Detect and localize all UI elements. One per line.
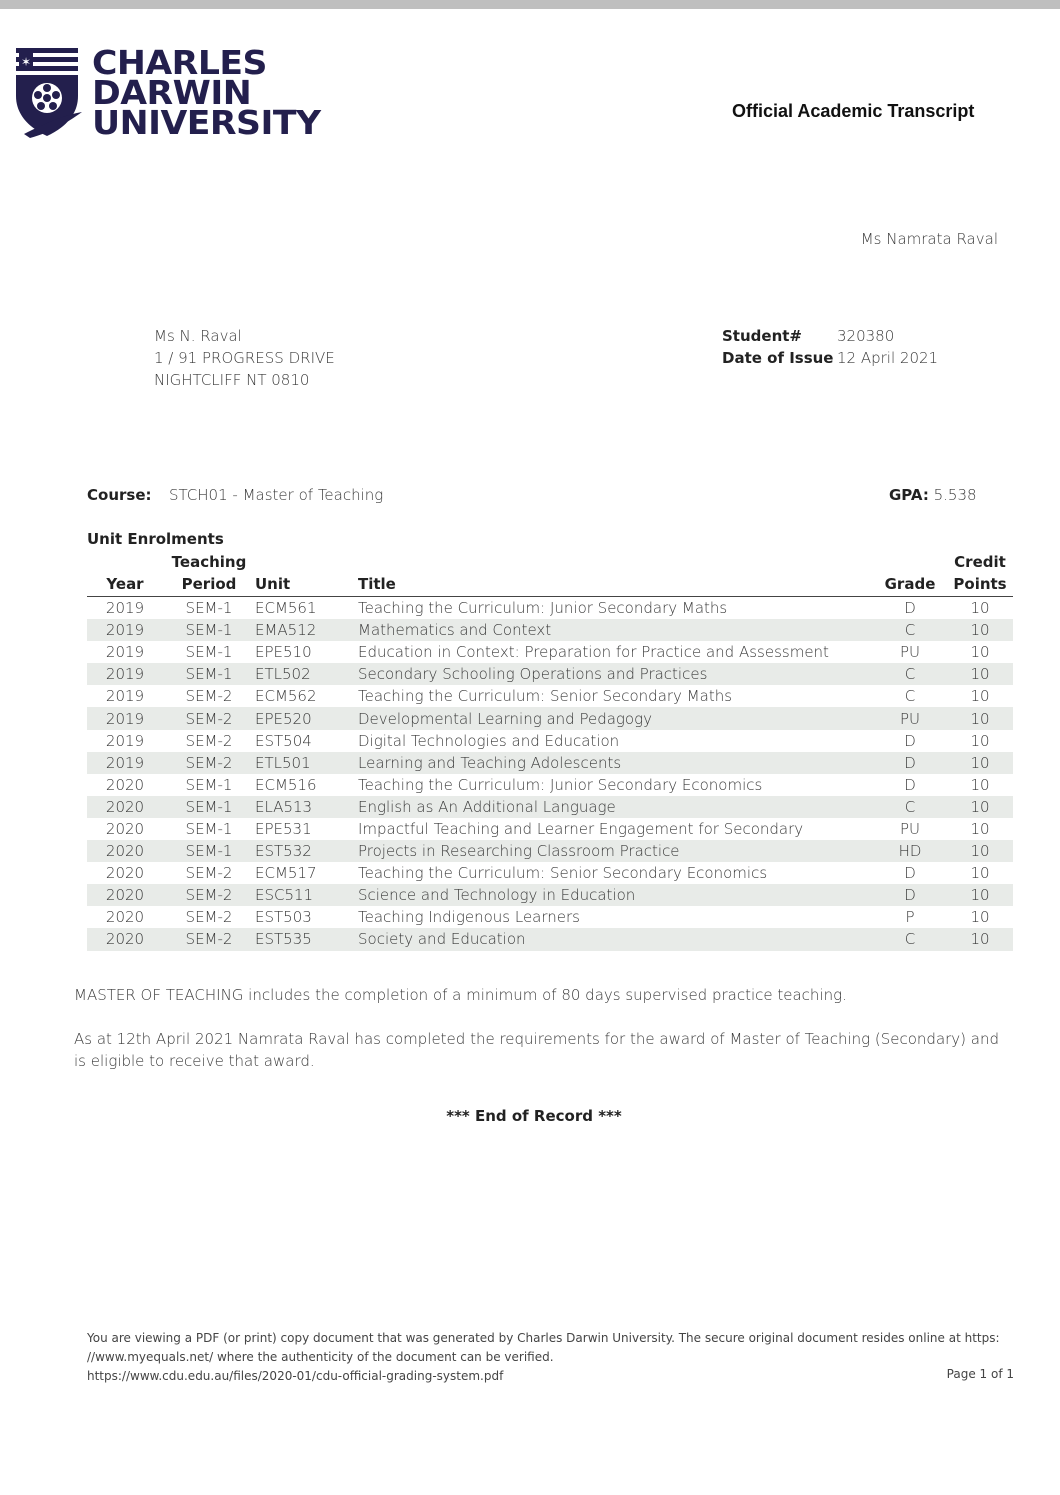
- cell-grade: D: [904, 864, 916, 883]
- address-line: NIGHTCLIFF NT 0810: [154, 371, 310, 389]
- table-row: [87, 707, 1013, 729]
- mailing-address: [154, 325, 335, 391]
- cell-grade: D: [873, 752, 947, 774]
- cell-unit-title: Teaching the Curriculum: Junior Secondary Maths: [358, 599, 728, 618]
- cell-teaching-period: SEM-2: [163, 752, 255, 774]
- cell-year: 2020: [87, 840, 163, 862]
- table-row: [87, 619, 1013, 641]
- footer-line: https://www.cdu.edu.au/files/2020-01/cdu-official-grading-system.pdf: [87, 1369, 504, 1383]
- cell-year: 2020: [105, 908, 145, 927]
- cell-teaching-period: SEM-1: [185, 819, 233, 838]
- issue-date-value: 12 April 2021: [837, 349, 939, 367]
- cell-credit-points: 10: [970, 731, 990, 750]
- cell-grade: D: [904, 599, 916, 618]
- cell-teaching-period: SEM-1: [163, 663, 255, 685]
- header-title: Title: [358, 551, 873, 597]
- student-id-label: Student#: [722, 327, 802, 345]
- cell-unit-code: ELA513: [255, 796, 358, 818]
- cell-credit-points: 10: [970, 775, 990, 794]
- end-of-record: *** End of Record ***: [446, 1107, 622, 1125]
- cell-unit-code: ESC511: [255, 884, 358, 906]
- cell-unit-title: Society and Education: [358, 928, 873, 950]
- cell-teaching-period: SEM-2: [185, 864, 233, 883]
- cell-credit-points: 10: [970, 599, 990, 618]
- cell-unit-code: EST504: [255, 731, 312, 750]
- student-id-value: 320380: [837, 327, 895, 345]
- cell-unit-code: ECM517: [255, 864, 317, 883]
- table-row: [87, 818, 1013, 840]
- header-teaching-period: [163, 551, 255, 597]
- cell-year: 2020: [87, 796, 163, 818]
- cell-unit-title: English as An Additional Language: [358, 796, 873, 818]
- cell-year: 2019: [87, 619, 163, 641]
- cell-unit-code: EST535: [255, 928, 358, 950]
- table-row: [87, 906, 1013, 928]
- gpa: [889, 486, 977, 504]
- cell-year: 2019: [105, 687, 145, 706]
- table-row: [87, 862, 1013, 884]
- course-row: [87, 486, 383, 504]
- cell-unit-code: EST532: [255, 840, 358, 862]
- cell-unit-title: Science and Technology in Education: [358, 884, 873, 906]
- cell-teaching-period: SEM-2: [185, 908, 233, 927]
- table-row: [87, 685, 1013, 707]
- header-unit: Unit: [255, 551, 358, 597]
- svg-text:✶: ✶: [20, 55, 32, 69]
- cell-teaching-period: SEM-1: [163, 840, 255, 862]
- cell-credit-points: 10: [947, 663, 1013, 685]
- cell-credit-points: 10: [947, 796, 1013, 818]
- cell-credit-points: 10: [947, 619, 1013, 641]
- header-text: Period: [181, 575, 237, 593]
- header-grade: Grade: [873, 551, 947, 597]
- cell-year: 2019: [87, 752, 163, 774]
- cell-year: 2019: [105, 731, 145, 750]
- cell-unit-title: Digital Technologies and Education: [358, 731, 620, 750]
- cell-teaching-period: SEM-2: [163, 928, 255, 950]
- gpa-value: 5.538: [933, 486, 977, 504]
- wordmark-line: DARWIN: [92, 73, 252, 112]
- table-row: [87, 884, 1013, 906]
- cell-teaching-period: SEM-2: [163, 707, 255, 729]
- university-wordmark: [92, 43, 321, 142]
- cell-year: 2020: [105, 775, 145, 794]
- cell-grade: PU: [899, 643, 921, 662]
- cell-grade: C: [873, 796, 947, 818]
- cell-credit-points: 10: [947, 884, 1013, 906]
- cell-grade: C: [904, 687, 916, 706]
- cell-year: 2019: [105, 643, 145, 662]
- cell-year: 2020: [87, 884, 163, 906]
- cell-teaching-period: SEM-1: [185, 599, 233, 618]
- page-number: Page 1 of 1: [946, 1367, 1014, 1381]
- cell-credit-points: 10: [947, 752, 1013, 774]
- cell-year: 2019: [87, 707, 163, 729]
- cell-unit-title: Impactful Teaching and Learner Engagement for Secondary: [358, 819, 804, 838]
- cell-credit-points: 10: [970, 687, 990, 706]
- table-row: [87, 796, 1013, 818]
- footer-line: //www.myequals.net/ where the authenticity of the document can be verified.: [87, 1350, 554, 1364]
- cell-unit-code: ETL502: [255, 663, 358, 685]
- shield-emblem-icon: [16, 46, 88, 142]
- cell-credit-points: 10: [947, 707, 1013, 729]
- gpa-label: GPA:: [889, 486, 929, 504]
- address-line: Ms N. Raval: [154, 327, 242, 345]
- header-credit-points: [947, 551, 1013, 597]
- cell-year: 2020: [105, 819, 145, 838]
- cell-unit-title: Mathematics and Context: [358, 619, 873, 641]
- course-value: STCH01 - Master of Teaching: [169, 486, 384, 504]
- cell-unit-title: Teaching the Curriculum: Junior Secondary Economics: [358, 775, 763, 794]
- top-bar: [0, 0, 1060, 9]
- completion-note: As at 12th April 2021 Namrata Raval has completed the requirements for the award of Master of Teaching (Secondary) and is eligible to receive that award.: [74, 1030, 1000, 1070]
- header-text: Credit: [954, 553, 1006, 571]
- header-text: Points: [953, 575, 1007, 593]
- table-row: [87, 663, 1013, 685]
- cell-unit-code: EPE531: [255, 819, 312, 838]
- cell-unit-code: ECM561: [255, 599, 317, 618]
- table-row: [87, 774, 1013, 796]
- cell-grade: D: [904, 731, 916, 750]
- cell-credit-points: 10: [970, 643, 990, 662]
- cell-grade: PU: [873, 707, 947, 729]
- cell-unit-title: Teaching the Curriculum: Senior Secondary Economics: [358, 864, 768, 883]
- address-line: 1 / 91 PROGRESS DRIVE: [154, 349, 335, 367]
- cell-credit-points: 10: [970, 819, 990, 838]
- cell-unit-title: Secondary Schooling Operations and Practices: [358, 663, 873, 685]
- cell-unit-title: Teaching Indigenous Learners: [358, 908, 580, 927]
- cell-grade: C: [873, 619, 947, 641]
- student-details: [722, 325, 938, 369]
- footer-notice: [87, 1329, 1017, 1386]
- wordmark-line: CHARLES: [92, 43, 267, 82]
- table-body: [87, 597, 1013, 951]
- cell-unit-title: Teaching the Curriculum: Senior Secondary Maths: [358, 687, 733, 706]
- cell-teaching-period: SEM-1: [185, 643, 233, 662]
- section-title: Unit Enrolments: [87, 530, 224, 548]
- cell-unit-code: EST503: [255, 908, 312, 927]
- cell-teaching-period: SEM-1: [163, 796, 255, 818]
- table-row: [87, 730, 1013, 752]
- wordmark-line: UNIVERSITY: [92, 103, 321, 142]
- cell-year: 2020: [105, 864, 145, 883]
- cell-teaching-period: SEM-1: [185, 775, 233, 794]
- cell-teaching-period: SEM-2: [185, 687, 233, 706]
- cell-unit-title: Learning and Teaching Adolescents: [358, 752, 873, 774]
- unit-enrolments-table: [87, 551, 1013, 951]
- cell-year: 2020: [87, 928, 163, 950]
- cell-credit-points: 10: [947, 840, 1013, 862]
- cell-grade: PU: [899, 819, 921, 838]
- table-row: [87, 641, 1013, 663]
- cell-unit-title: Developmental Learning and Pedagogy: [358, 707, 873, 729]
- cell-year: 2019: [87, 663, 163, 685]
- cell-teaching-period: SEM-2: [163, 884, 255, 906]
- cell-grade: D: [873, 884, 947, 906]
- cell-teaching-period: SEM-2: [185, 731, 233, 750]
- cell-unit-code: ECM562: [255, 687, 317, 706]
- cell-grade: C: [873, 663, 947, 685]
- cell-credit-points: 10: [947, 928, 1013, 950]
- issue-date-label: Date of Issue: [722, 349, 834, 367]
- cell-grade: HD: [873, 840, 947, 862]
- header-year: Year: [87, 551, 163, 597]
- table-row: [87, 752, 1013, 774]
- practice-note: MASTER OF TEACHING includes the completion of a minimum of 80 days supervised practice teaching.: [74, 986, 847, 1004]
- cell-unit-code: ECM516: [255, 775, 317, 794]
- recipient-name: Ms Namrata Raval: [860, 230, 998, 248]
- table-row: [87, 840, 1013, 862]
- cell-teaching-period: SEM-1: [163, 619, 255, 641]
- table-row: [87, 928, 1013, 950]
- cell-unit-code: EPE520: [255, 707, 358, 729]
- table-row: [87, 597, 1013, 620]
- footer-line: You are viewing a PDF (or print) copy document that was generated by Charles Darwin University. The secure original document resides online at https:: [87, 1331, 1000, 1345]
- cell-unit-title: Education in Context: Preparation for Practice and Assessment: [358, 643, 829, 662]
- cell-unit-code: EPE510: [255, 643, 312, 662]
- university-logo: [16, 43, 346, 142]
- cell-year: 2019: [105, 599, 145, 618]
- table-header-row: [87, 551, 1013, 597]
- cell-grade: D: [904, 775, 916, 794]
- cell-credit-points: 10: [970, 864, 990, 883]
- cell-unit-code: EMA512: [255, 619, 358, 641]
- cell-grade: C: [873, 928, 947, 950]
- header-text: Teaching: [171, 553, 247, 571]
- document-title: Official Academic Transcript: [732, 101, 975, 121]
- cell-credit-points: 10: [970, 908, 990, 927]
- course-label: Course:: [87, 486, 152, 504]
- cell-unit-title: Projects in Researching Classroom Practice: [358, 840, 873, 862]
- cell-grade: P: [905, 908, 915, 927]
- cell-unit-code: ETL501: [255, 752, 358, 774]
